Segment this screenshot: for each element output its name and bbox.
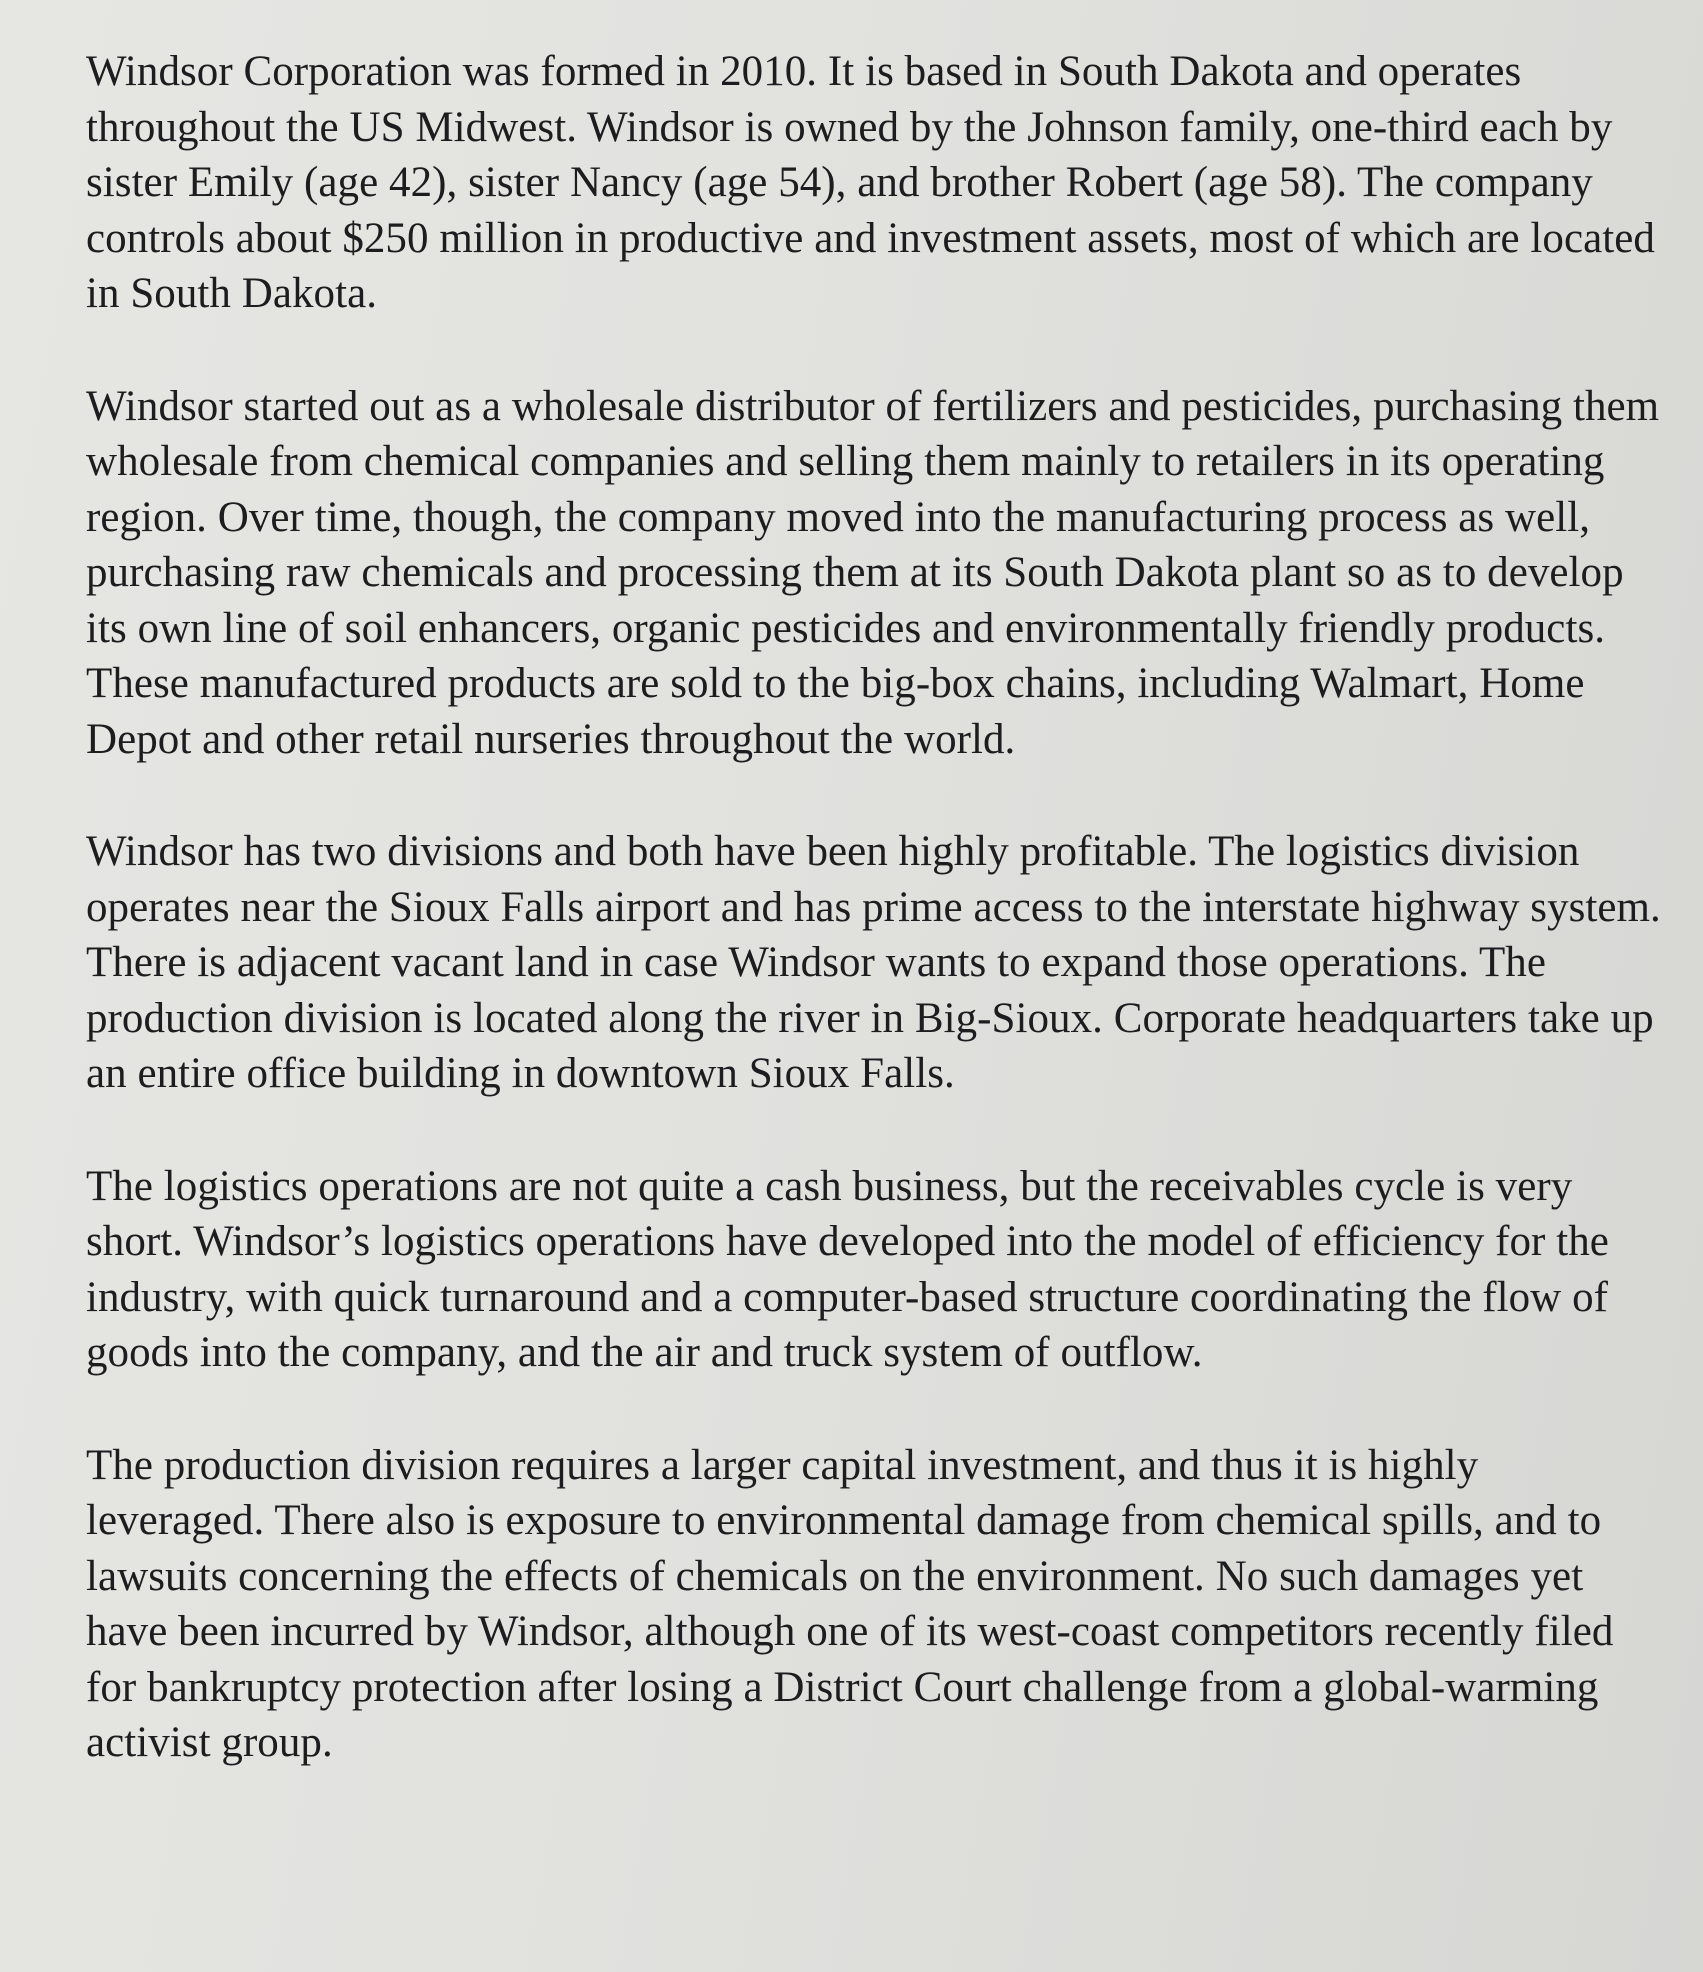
paragraph-company-overview: Windsor Corporation was formed in 2010. It is based in South Dakota and operates throughout the US Midwest. Windsor is owned by the Johnson family, one-third each by sister Emily (age 42), sister Nancy (age 54), and brother Robert (age 58). The company controls about $250 million in productive and investment assets, most of which are located in South Dakota. <box>86 48 1655 317</box>
paragraph-business-history: Windsor started out as a wholesale distributor of fertilizers and pesticides, purchasing them wholesale from chemical companies and selling them mainly to retailers in its operating region. Over time, though, the company moved into the manufacturing process as well, purchasing raw chemicals and processing them at its South Dakota plant so as to develop its own line of soil enhancers, organic pesticides and environmentally friendly products. These manufactured products are sold to the big-box chains, including Walmart, Home Depot and other retail nurseries throughout the world. <box>86 382 1660 763</box>
paragraph-divisions: Windsor has two divisions and both have been highly profitable. The logistics division operates near the Sioux Falls airport and has prime access to the interstate highway system. There is adjacent vacant land in case Windsor wants to expand those operations. The production division is located along the river in Big-Sioux. Corporate headquarters take up an entire office building in downtown Sioux Falls. <box>86 828 1661 1097</box>
paragraph-production-division: The production division requires a larger capital investment, and thus it is highly leveraged. There also is exposure to environmental damage from chemical spills, and to lawsuits concerning the effects of chemicals on the environment. No such damages yet have been incurred by Windsor, although one of its west-coast competitors recently filed for bankruptcy protection after losing a District Court challenge from a global-warming activist group. <box>86 1441 1614 1766</box>
paragraph-logistics-operations: The logistics operations are not quite a cash business, but the receivables cycle is very short. Windsor’s logistics operations have developed into the model of efficiency for the industry, with quick turnaround and a computer-based structure coordinating the flow of goods into the company, and the air and truck system of outflow. <box>86 1162 1609 1376</box>
